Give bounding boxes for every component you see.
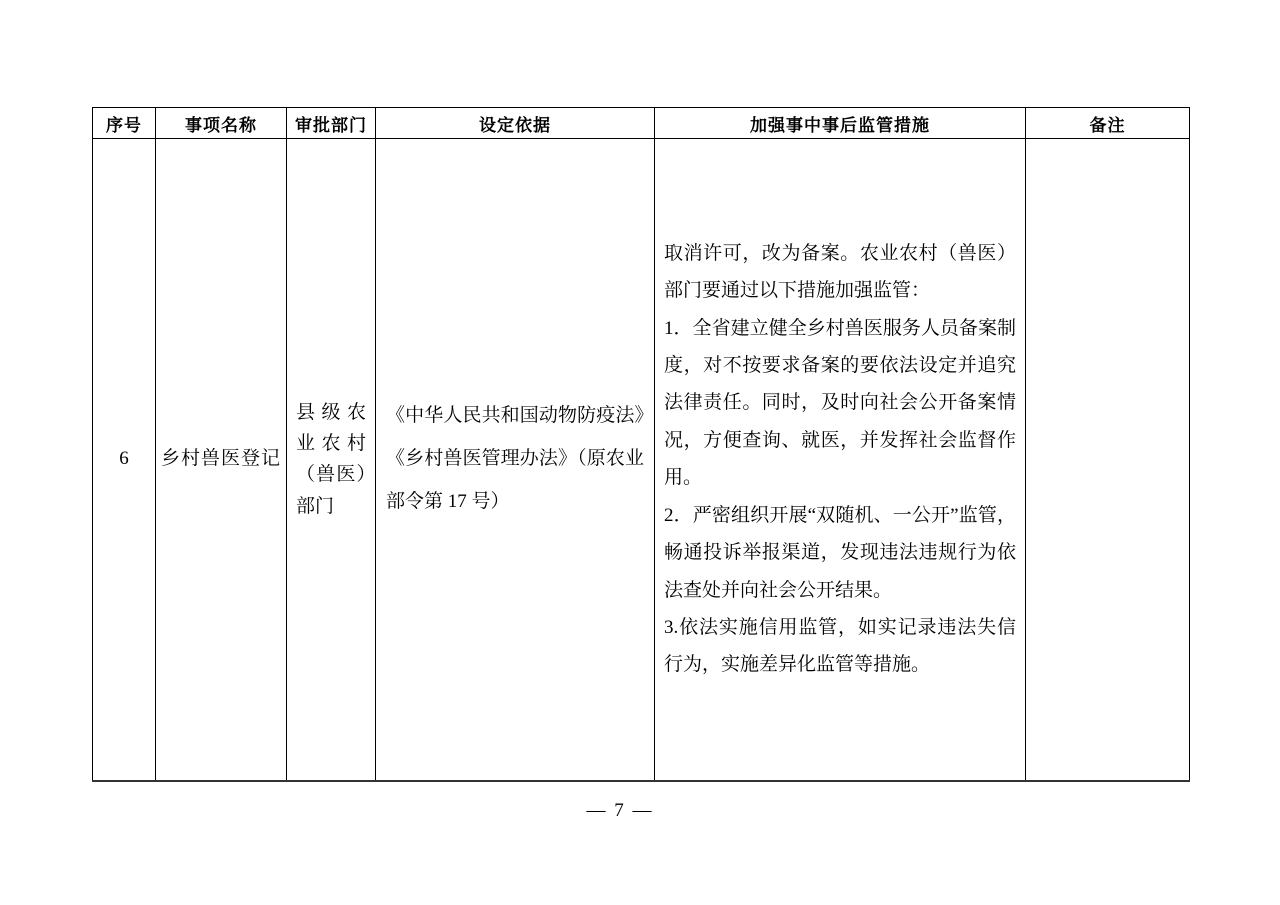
measure-item-1: 1．全省建立健全乡村兽医服务人员备案制度，对不按要求备案的要依法设定并追究法律责任。同时，及时向社会公开备案情况，方便查询、就医，并发挥社会监督作用。 <box>664 317 1016 489</box>
col-header-legal-basis: 设定依据 <box>376 108 655 139</box>
cell-legal-basis: 《中华人民共和国动物防疫法》《乡村兽医管理办法》（原农业部令第 17 号） <box>376 139 655 781</box>
measure-intro: 取消许可，改为备案。农业农村（兽医）部门要通过以下措施加强监管： <box>664 242 1016 302</box>
col-header-remarks: 备注 <box>1026 108 1190 139</box>
cell-approval-department: 县级农业农村（兽医）部门 <box>287 139 376 781</box>
cell-remarks <box>1026 139 1190 781</box>
cell-supervision-measures <box>655 139 1026 781</box>
measure-item-3: 3.依法实施信用监管，如实记录违法失信行为，实施差异化监管等措施。 <box>664 616 1016 676</box>
measure-item-2: 2．严密组织开展“双随机、一公开”监管，畅通投诉举报渠道，发现违法违规行为依法查处并向社会公开结果。 <box>664 504 1016 601</box>
col-header-supervision-measures: 加强事中事后监管措施 <box>655 108 1026 139</box>
table-row <box>93 139 1190 781</box>
page-number: — 7 — <box>586 800 654 821</box>
approval-items-table <box>92 107 1190 782</box>
col-header-approval-department: 审批部门 <box>287 108 376 139</box>
col-header-serial-number: 序号 <box>93 108 156 139</box>
table-header-row <box>93 108 1190 139</box>
cell-item-name: 乡村兽医登记 <box>156 139 287 781</box>
cell-serial-number: 6 <box>93 139 156 781</box>
col-header-item-name: 事项名称 <box>156 108 287 139</box>
